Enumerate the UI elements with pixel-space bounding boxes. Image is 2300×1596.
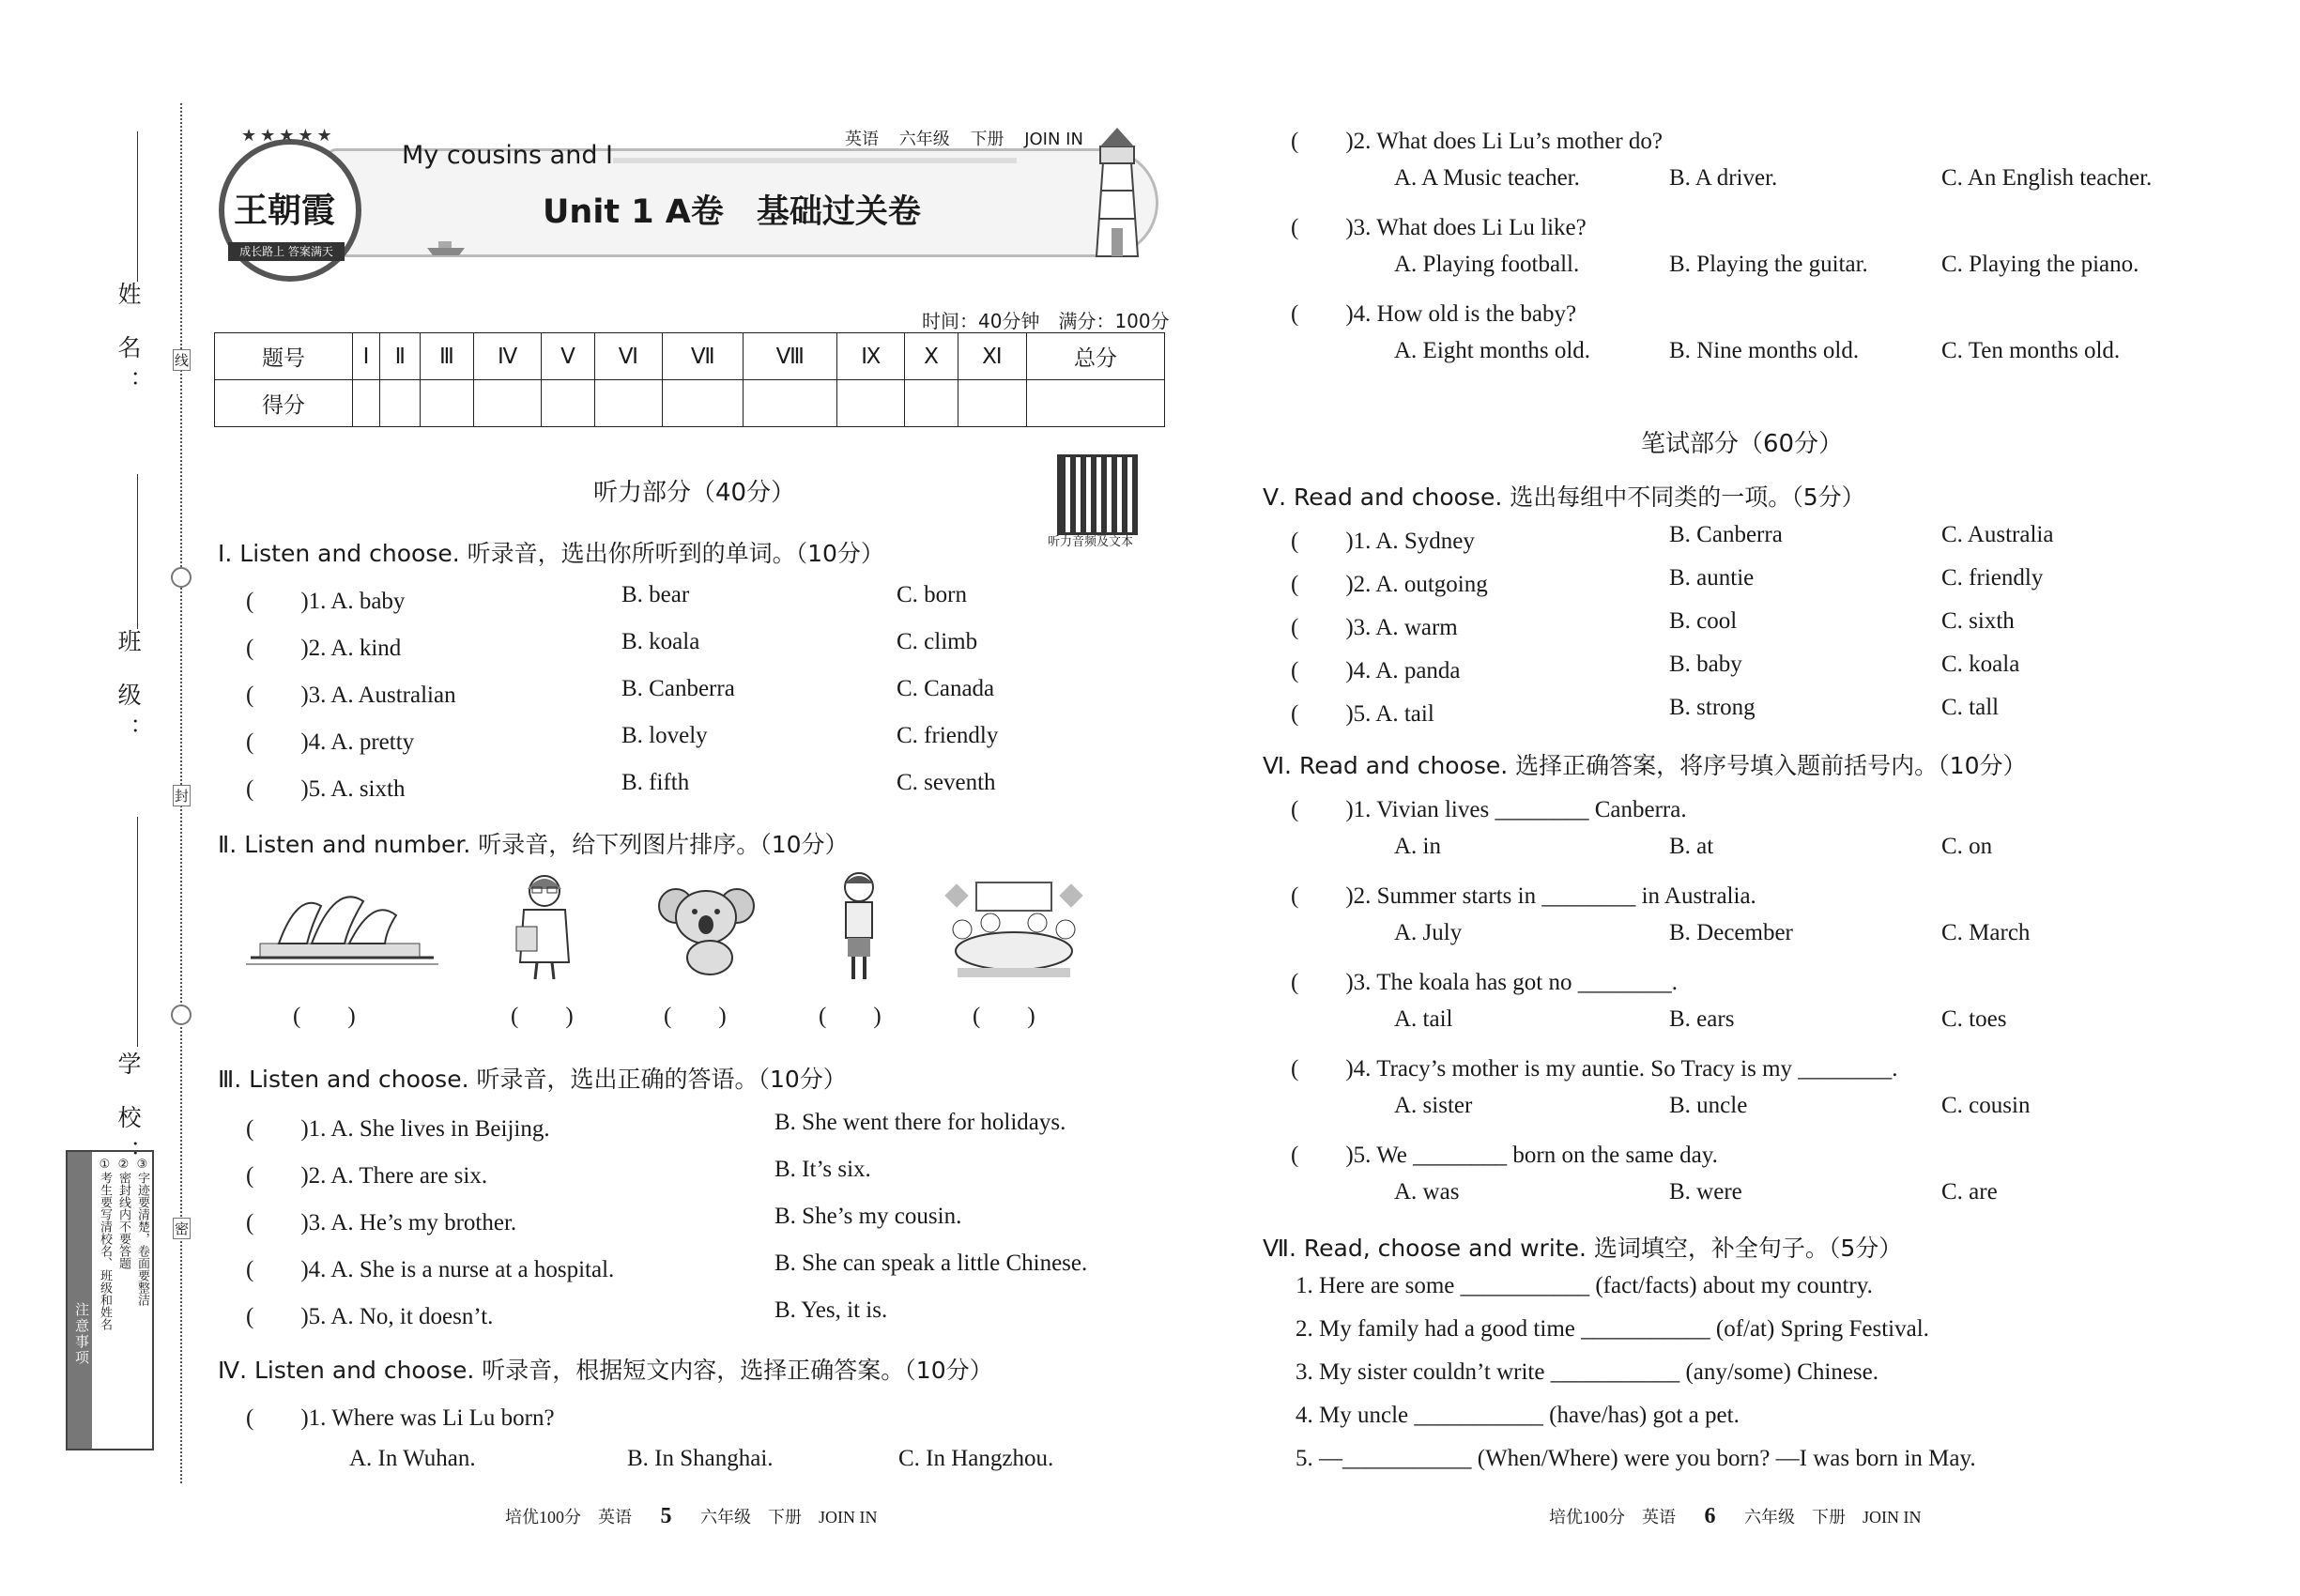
picture-number-blank[interactable]: ( ) [973, 1004, 1035, 1029]
option-b: B. Canberra [1669, 522, 1783, 547]
question-stem: ( )3. The koala has got no ________. [1291, 970, 1678, 995]
option-b: B. were [1669, 1179, 1742, 1205]
notice-item: ③字迹要清楚，卷面要整洁 [135, 1158, 149, 1306]
score-header-cell: Ⅰ [352, 333, 379, 380]
question-stem: ( )4. A. pretty [246, 729, 415, 755]
score-cell[interactable] [958, 380, 1026, 427]
question-stem: ( )1. A. Sydney [1291, 529, 1475, 554]
question-stem: ( )5. A. sixth [246, 776, 406, 802]
option-c: C. friendly [897, 723, 999, 748]
question-stem: ( )3. A. He’s my brother. [246, 1210, 517, 1235]
qr-code-icon[interactable] [1057, 454, 1138, 535]
notice-box [66, 1150, 154, 1450]
score-header-cell: Ⅹ [905, 333, 958, 380]
score-cell[interactable] [663, 380, 744, 427]
option-a: A. July [1394, 920, 1463, 945]
option-b: B. lovely [621, 723, 708, 748]
option-a: A. tail [1394, 1006, 1453, 1032]
option-b: B. fifth [621, 770, 690, 795]
option-c: C. koala [1941, 652, 2020, 677]
question-stem: ( )4. A. panda [1291, 658, 1461, 683]
option-b: B. auntie [1669, 565, 1755, 591]
option-b: B. She went there for holidays. [774, 1110, 1066, 1135]
option-a: A. was [1394, 1179, 1460, 1205]
footer-text: 六年级 下册 JOIN IN [700, 1508, 878, 1527]
score-cell[interactable] [594, 380, 663, 427]
option-b: B. uncle [1669, 1093, 1748, 1118]
doctor-picture [507, 868, 582, 981]
option-b: B. In Shanghai. [627, 1446, 774, 1471]
logo-sub2: 答案满天 [287, 245, 333, 258]
logo-stars-icon: ★★★★★ [241, 126, 336, 145]
score-header-cell: Ⅺ [958, 333, 1026, 380]
option-c: C. Canada [897, 676, 995, 701]
option-b: B. A driver. [1669, 165, 1778, 191]
section-1-heading: Ⅰ. Listen and choose. 听录音，选出你所听到的单词。（10分） [218, 540, 884, 567]
score-header-cell: Ⅵ [594, 333, 663, 380]
option-c: C. toes [1941, 1006, 2007, 1032]
question-stem: ( )3. What does Li Lu like? [1291, 215, 1587, 240]
option-b: B. She’s my cousin. [774, 1204, 962, 1229]
logo-sub1: 成长路上 [239, 245, 285, 258]
score-header-cell: Ⅶ [663, 333, 744, 380]
fill-in-sentence: 2. My family had a good time ___________ (of/at) Spring Festival. [1296, 1316, 1929, 1342]
footer-text: 培优100分 英语 [505, 1508, 632, 1527]
option-b: B. Yes, it is. [774, 1297, 888, 1323]
time-info: 时间：40分钟 满分：100分 [922, 310, 1170, 332]
lighthouse-icon [1080, 120, 1155, 261]
option-c: C. sixth [1941, 608, 2015, 634]
meta-subject: 英语 [845, 130, 879, 149]
question-stem: ( )4. Tracy’s mother is my auntie. So Tracy is my ________. [1291, 1056, 1898, 1082]
score-cell[interactable] [542, 380, 594, 427]
notice-title: 注意事项 [73, 1302, 90, 1366]
option-c: C. An English teacher. [1941, 165, 2153, 191]
fill-in-sentence: 3. My sister couldn’t write ___________ (any/some) Chinese. [1296, 1359, 1878, 1385]
question-stem: ( )4. A. She is a nurse at a hospital. [246, 1257, 615, 1282]
option-b: B. She can speak a little Chinese. [774, 1251, 1088, 1276]
question-stem: ( )3. A. Australian [246, 683, 456, 708]
section-5-heading: Ⅴ. Read and choose. 选出每组中不同类的一项。（5分） [1263, 483, 1865, 511]
brand-logo [219, 126, 361, 282]
section-7-heading: Ⅶ. Read, choose and write. 选词填空，补全句子。（5分） [1263, 1235, 1903, 1262]
score-cell[interactable] [421, 380, 474, 427]
meta-grade: 六年级 [898, 130, 950, 149]
page-title: Unit 1 A卷 基础过关卷 [543, 193, 921, 231]
option-c: C. March [1941, 920, 2031, 945]
question-stem: ( )2. A. kind [246, 636, 402, 661]
option-c: C. friendly [1941, 565, 2044, 591]
option-b: B. It’s six. [774, 1157, 871, 1182]
page-number: 6 [1704, 1504, 1716, 1528]
question-stem: ( )2. Summer starts in ________ in Australia. [1291, 883, 1756, 909]
option-b: B. December [1669, 920, 1793, 945]
option-b: B. baby [1669, 652, 1742, 677]
question-stem: ( )2. A. There are six. [246, 1163, 488, 1189]
question-stem: ( )4. How old is the baby? [1291, 301, 1577, 327]
fill-in-sentence: 4. My uncle ___________ (have/has) got a pet. [1296, 1403, 1740, 1428]
score-header-cell: Ⅷ [744, 333, 837, 380]
score-cell[interactable] [473, 380, 542, 427]
opera-house-picture [246, 878, 438, 967]
score-row-label: 得分 [215, 380, 353, 427]
boy-picture [831, 868, 887, 983]
score-header-cell: Ⅴ [542, 333, 594, 380]
score-cell[interactable] [380, 380, 421, 427]
page-number: 5 [660, 1504, 672, 1528]
question-stem: ( )1. Vivian lives ________ Canberra. [1291, 797, 1687, 822]
fill-in-sentence: 1. Here are some ___________ (fact/facts) about my country. [1296, 1273, 1873, 1298]
class-label: 班 级： [115, 629, 142, 752]
section-3-heading: Ⅲ. Listen and choose. 听录音，选出正确的答语。（10分） [218, 1066, 847, 1093]
binding-margin [0, 0, 188, 1596]
option-c: C. Ten months old. [1941, 338, 2121, 363]
meta-row [845, 126, 1083, 150]
question-stem: ( )1. A. She lives in Beijing. [246, 1116, 550, 1142]
header-banner [214, 120, 1162, 261]
option-c: C. are [1941, 1179, 1998, 1205]
school-line [137, 817, 138, 1047]
option-c: C. seventh [897, 770, 996, 795]
name-label: 姓 名： [115, 282, 142, 405]
notice-title-band [68, 1152, 92, 1449]
line-char-feng: 封 [173, 785, 191, 806]
option-c: C. Playing the piano. [1941, 252, 2139, 277]
unit-subtitle: My cousins and I [402, 141, 614, 170]
score-cell[interactable] [352, 380, 379, 427]
question-stem: ( )1. Where was Li Lu born? [246, 1405, 555, 1431]
footer-text: 六年级 下册 JOIN IN [1744, 1508, 1922, 1527]
score-header-cell: Ⅸ [837, 333, 905, 380]
option-a: A. A Music teacher. [1394, 165, 1580, 191]
logo-ribbon [228, 242, 345, 261]
score-cell[interactable] [905, 380, 958, 427]
footer-left [505, 1504, 878, 1529]
score-table [214, 332, 1165, 427]
question-stem: ( )2. What does Li Lu’s mother do? [1291, 129, 1663, 154]
option-c: C. on [1941, 834, 1993, 859]
meta-volume: 下册 [970, 130, 1004, 149]
score-row [215, 380, 1165, 427]
question-stem: ( )5. We ________ born on the same day. [1291, 1143, 1718, 1168]
koala-picture [657, 878, 756, 976]
score-cell[interactable] [744, 380, 837, 427]
meta-series: JOIN IN [1024, 130, 1083, 149]
footer-right [1549, 1504, 1922, 1529]
question-stem: ( )2. A. outgoing [1291, 572, 1488, 597]
writing-title: 笔试部分（60分） [1641, 430, 1844, 458]
section-4-heading: Ⅳ. Listen and choose. 听录音，根据短文内容，选择正确答案。（10分） [218, 1357, 993, 1384]
name-line [137, 131, 138, 282]
qr-caption: 听力音频及文本 [1048, 535, 1134, 549]
notice-item: ②密封线内不要答题 [116, 1158, 130, 1269]
option-c: C. climb [897, 629, 978, 654]
score-header-cell: Ⅳ [473, 333, 542, 380]
option-c: C. Australia [1941, 522, 2054, 547]
notice-item: ①考生要写清校名、班级和姓名 [98, 1158, 112, 1330]
option-c: C. cousin [1941, 1093, 2031, 1118]
school-label: 学 校： [115, 1051, 142, 1174]
option-b: B. strong [1669, 695, 1756, 720]
option-b: B. at [1669, 834, 1714, 859]
option-a: A. Playing football. [1394, 252, 1580, 277]
score-header-cell: Ⅲ [421, 333, 474, 380]
question-stem: ( )3. A. warm [1291, 615, 1458, 640]
option-b: B. cool [1669, 608, 1738, 634]
question-stem: ( )1. A. baby [246, 589, 406, 614]
question-stem: ( )5. A. No, it doesn’t. [246, 1304, 494, 1329]
line-char-xian: 线 [173, 349, 191, 371]
picture-number-blank[interactable]: ( ) [511, 1004, 574, 1029]
option-b: B. koala [621, 629, 700, 654]
picture-number-blank[interactable]: ( ) [293, 1004, 356, 1029]
score-header-cell: 题号 [215, 333, 353, 380]
ship-icon [425, 238, 467, 257]
option-b: B. Nine months old. [1669, 338, 1860, 363]
score-header-cell: Ⅱ [380, 333, 421, 380]
option-c: C. In Hangzhou. [898, 1446, 1054, 1471]
option-c: C. born [897, 582, 967, 607]
option-a: A. sister [1394, 1093, 1473, 1118]
picture-number-blank[interactable]: ( ) [819, 1004, 882, 1029]
class-line [137, 474, 138, 629]
score-header-row [215, 333, 1165, 380]
score-cell[interactable] [837, 380, 905, 427]
score-cell[interactable] [1027, 380, 1165, 427]
option-a: A. in [1394, 834, 1441, 859]
section-2-heading: Ⅱ. Listen and number. 听录音，给下列图片排序。（10分） [218, 831, 849, 858]
binding-hole-icon [171, 567, 192, 588]
score-header-cell: 总分 [1027, 333, 1165, 380]
family-dinner-picture [939, 878, 1089, 981]
subtitle-line [613, 158, 1017, 163]
option-b: B. Canberra [621, 676, 735, 701]
option-b: B. ears [1669, 1006, 1735, 1032]
fill-in-sentence: 5. —___________ (When/Where) were you born? —I was born in May. [1296, 1446, 1976, 1471]
listening-title: 听力部分（40分） [593, 479, 796, 507]
option-a: A. Eight months old. [1394, 338, 1591, 363]
logo-text: 王朝霞 [234, 192, 336, 230]
question-stem: ( )5. A. tail [1291, 701, 1434, 727]
binding-hole-icon [171, 1005, 192, 1025]
option-c: C. tall [1941, 695, 2000, 720]
line-char-mi: 密 [173, 1218, 191, 1239]
option-a: A. In Wuhan. [349, 1446, 476, 1471]
picture-number-blank[interactable]: ( ) [664, 1004, 727, 1029]
section-6-heading: Ⅵ. Read and choose. 选择正确答案，将序号填入题前括号内。（10分） [1263, 752, 2027, 779]
footer-text: 培优100分 英语 [1549, 1508, 1676, 1527]
option-b: B. bear [621, 582, 690, 607]
option-b: B. Playing the guitar. [1669, 252, 1868, 277]
